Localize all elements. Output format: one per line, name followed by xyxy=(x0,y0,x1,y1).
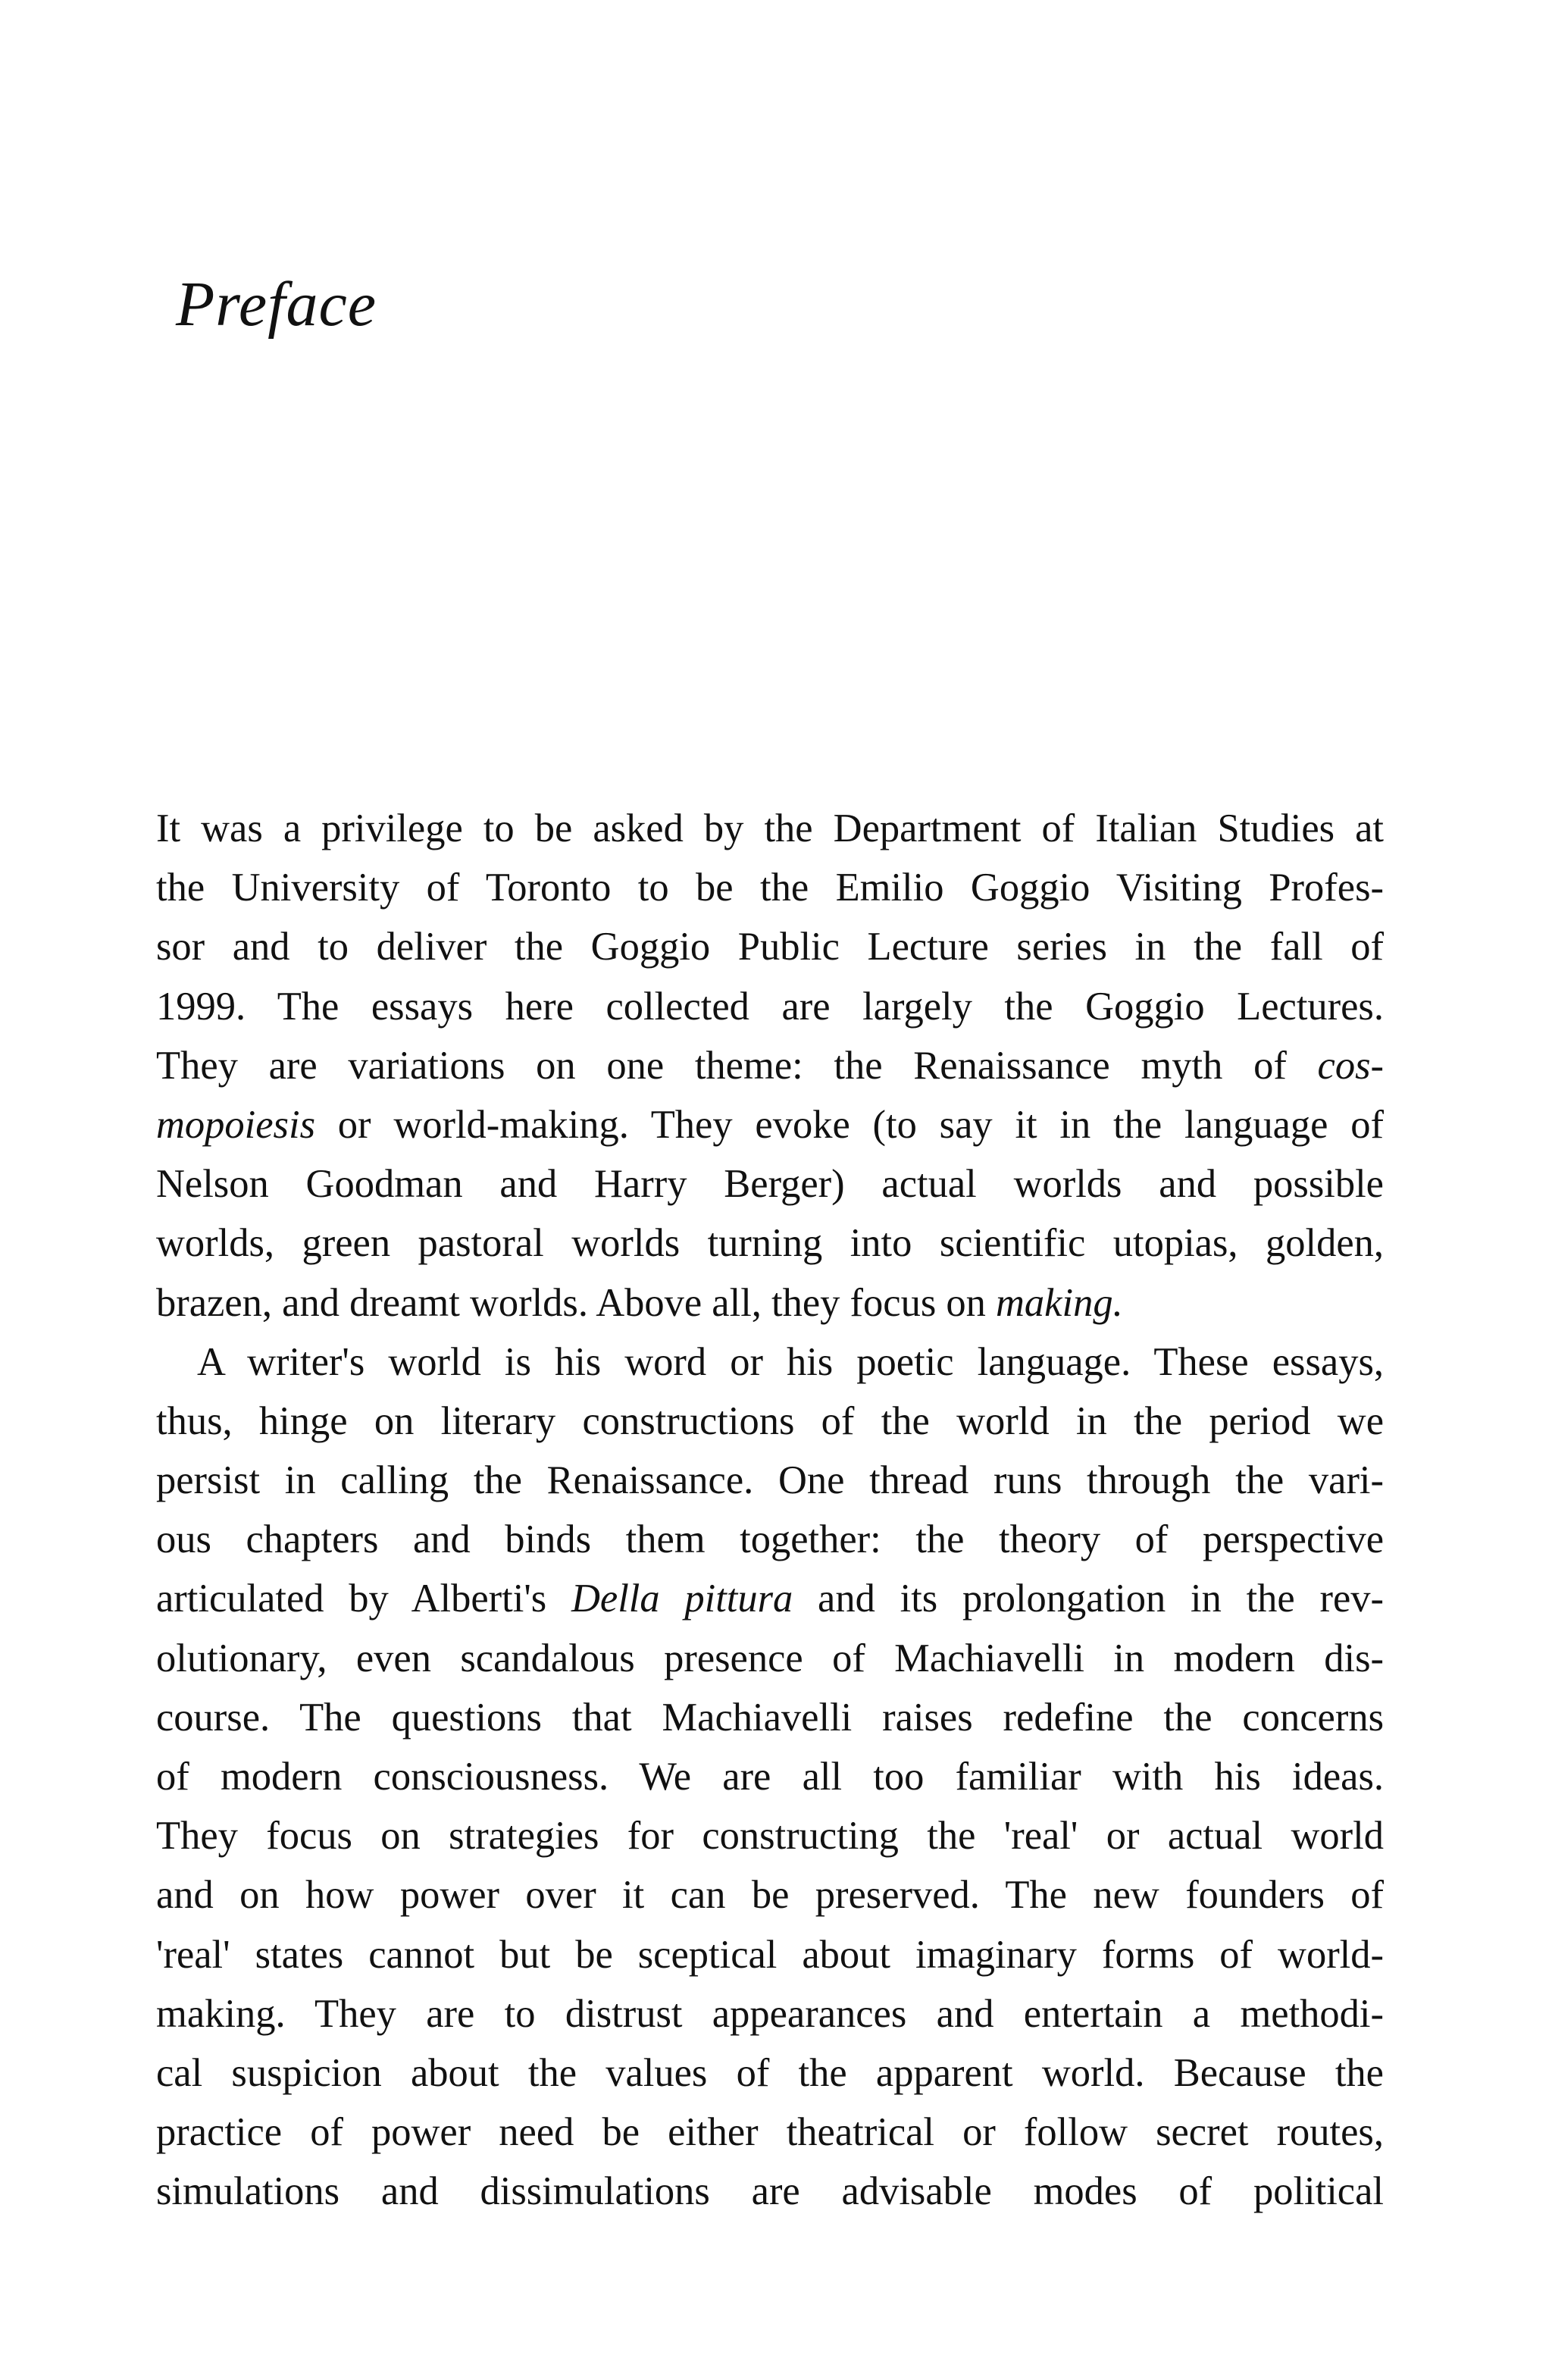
text-line: 'real' states cannot but be sceptical about imaginary forms of world- xyxy=(156,1932,1384,1977)
italic-term: cos- xyxy=(1317,1043,1384,1088)
text-line: mopoiesis or world-making. They evoke (to say it in the language of xyxy=(156,1102,1384,1147)
text-line: articulated by Alberti's Della pittura and its prolongation in the rev- xyxy=(156,1577,1384,1621)
text-line: practice of power need be either theatrical or follow secret routes, xyxy=(156,2110,1384,2155)
italic-term: Della pittura xyxy=(571,1577,793,1621)
text-line: cal suspicion about the values of the apparent world. Because the xyxy=(156,2050,1384,2095)
preface-body xyxy=(156,799,1384,2222)
text-line: worlds, green pastoral worlds turning into scientific utopias, golden, xyxy=(156,1221,1384,1266)
text-line: simulations and dissimulations are advisable modes of political xyxy=(156,2169,1384,2214)
text-line: sor and to deliver the Goggio Public Lecture series in the fall of xyxy=(156,925,1384,969)
page-title: Preface xyxy=(176,269,377,340)
text-line: brazen, and dreamt worlds. Above all, they focus on making. xyxy=(156,1280,1123,1325)
text-line: of modern consciousness. We are all too familiar with his ideas. xyxy=(156,1755,1384,1799)
text-line: and on how power over it can be preserved. The new founders of xyxy=(156,1873,1384,1918)
italic-term: mopoiesis xyxy=(156,1102,315,1147)
text-line: ous chapters and binds them together: the theory of perspective xyxy=(156,1517,1384,1562)
text-line: Nelson Goodman and Harry Berger) actual worlds and possible xyxy=(156,1162,1384,1207)
text-line: They focus on strategies for constructing the 'real' or actual world xyxy=(156,1814,1384,1859)
text-line: It was a privilege to be asked by the Department of Italian Studies at xyxy=(156,806,1384,850)
text-line: making. They are to distrust appearances and entertain a methodi- xyxy=(156,1991,1384,2036)
text-line: persist in calling the Renaissance. One thread runs through the vari- xyxy=(156,1458,1384,1503)
text-line: They are variations on one theme: the Renaissance myth of cos- xyxy=(156,1043,1384,1088)
text-line: course. The questions that Machiavelli raises redefine the concerns xyxy=(156,1695,1384,1740)
text-line: olutionary, even scandalous presence of Machiavelli in modern dis- xyxy=(156,1636,1384,1680)
text-line: the University of Toronto to be the Emilio Goggio Visiting Profes- xyxy=(156,866,1384,910)
italic-term: making. xyxy=(996,1280,1123,1325)
text-line: thus, hinge on literary constructions of the world in the period we xyxy=(156,1398,1384,1443)
text-line: A writer's world is his word or his poetic language. These essays, xyxy=(197,1339,1384,1384)
text-line: 1999. The essays here collected are largely the Goggio Lectures. xyxy=(156,984,1384,1029)
